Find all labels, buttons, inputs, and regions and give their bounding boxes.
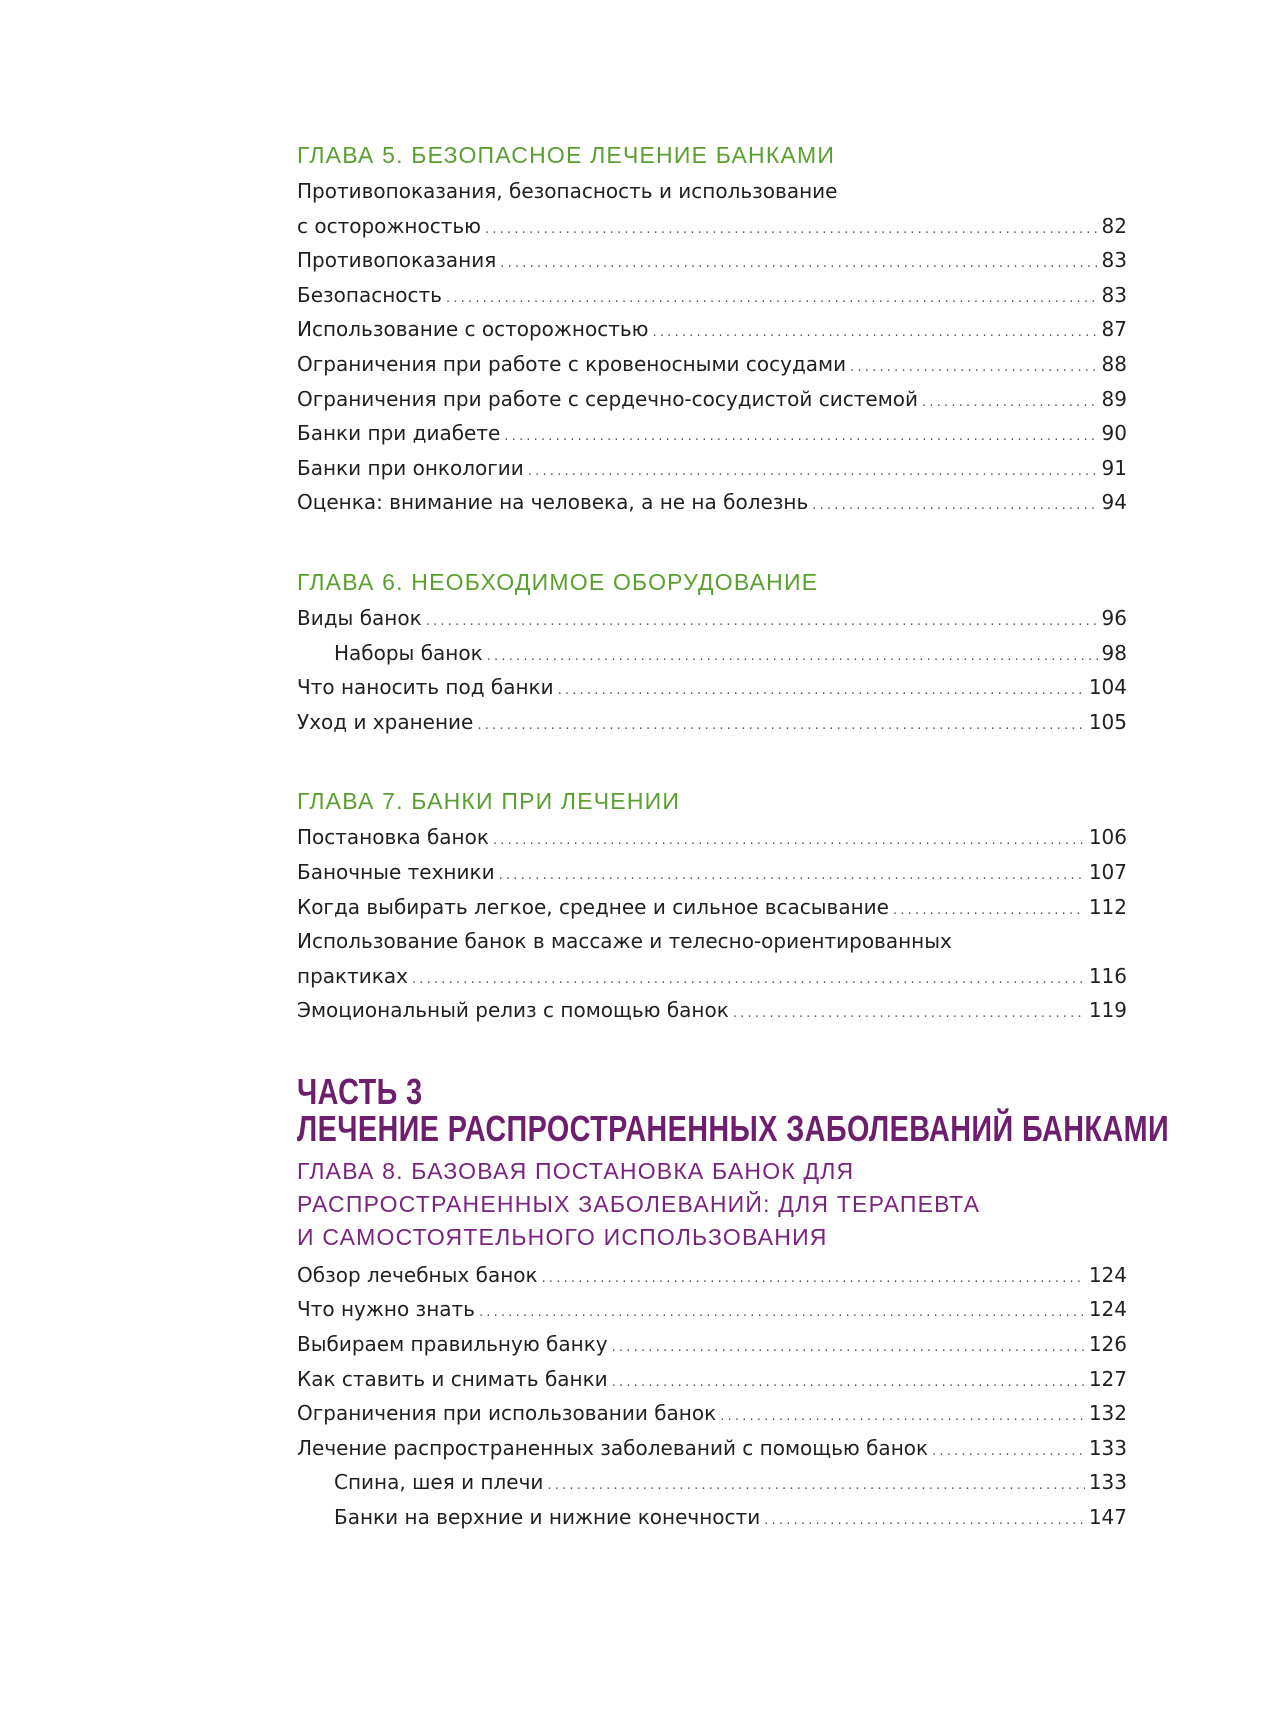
toc-entry[interactable] xyxy=(297,1327,1127,1362)
toc-entry-label: Наборы банок xyxy=(334,640,483,665)
toc-entry-label: Противопоказания xyxy=(297,248,497,273)
dot-leader xyxy=(850,351,1097,386)
dot-leader xyxy=(528,455,1098,490)
part-3-heading xyxy=(297,1070,1170,1149)
chapter-8-title-line: РАСПРОСТРАНЕННЫХ ЗАБОЛЕВАНИЙ: ДЛЯ ТЕРАПЕВТА xyxy=(297,1190,981,1217)
toc-entry-page: 126 xyxy=(1088,1332,1127,1357)
dot-leader xyxy=(485,213,1098,248)
toc-entry-label: Баночные техники xyxy=(297,859,495,884)
toc-entry-page: 106 xyxy=(1088,825,1127,850)
toc-entry-label: Виды банок xyxy=(297,605,422,630)
dot-leader xyxy=(542,1262,1085,1297)
toc-entry-label: Когда выбирать легкое, среднее и сильное всасывание xyxy=(297,894,889,919)
part-title: ЛЕЧЕНИЕ РАСПРОСТРАНЕННЫХ ЗАБОЛЕВАНИЙ БАНКАМИ xyxy=(297,1107,1170,1149)
toc-entry-label: Эмоциональный релиз с помощью банок xyxy=(297,998,729,1023)
dot-leader xyxy=(500,247,1097,282)
chapter-6-title: ГЛАВА 6. НЕОБХОДИМОЕ ОБОРУДОВАНИЕ xyxy=(297,568,819,595)
dot-leader xyxy=(479,1296,1085,1331)
toc-entry-page: 90 xyxy=(1101,421,1127,446)
toc-entry[interactable] xyxy=(297,959,1127,994)
toc-entry[interactable] xyxy=(297,890,1127,925)
toc-entry[interactable] xyxy=(297,347,1127,382)
dot-leader xyxy=(653,316,1098,351)
toc-entry-label: Как ставить и снимать банки xyxy=(297,1366,608,1391)
toc-entry-label: практиках xyxy=(297,963,408,988)
toc-entry-label: Обзор лечебных банок xyxy=(297,1262,538,1287)
toc-entry-label: Банки на верхние и нижние конечности xyxy=(334,1505,761,1530)
toc-entry[interactable] xyxy=(297,451,1127,486)
toc-entry-page: 104 xyxy=(1088,675,1127,700)
chapter-8 xyxy=(297,1155,1127,1535)
toc-entry[interactable] xyxy=(297,1292,1127,1327)
toc-entry-label: с осторожностью xyxy=(297,213,482,238)
toc-entry-label: Безопасность xyxy=(297,282,442,307)
toc-entry-label: Постановка банок xyxy=(297,825,489,850)
toc-entry[interactable] xyxy=(297,312,1127,347)
dot-leader xyxy=(932,1435,1085,1470)
toc-entry[interactable] xyxy=(297,855,1127,890)
toc-entry-page: 83 xyxy=(1101,282,1127,307)
toc-entry-label: Противопоказания, безопасность и использование xyxy=(297,179,838,203)
toc-entry-label: Ограничения при работе с кровеносными сосудами xyxy=(297,351,847,376)
toc-entry-page: 89 xyxy=(1101,386,1127,411)
chapter-5 xyxy=(297,138,1127,520)
toc-entry[interactable] xyxy=(297,416,1127,451)
toc-entry-label: Что наносить под банки xyxy=(297,675,554,700)
toc-entry[interactable] xyxy=(297,278,1127,313)
dot-leader xyxy=(558,674,1085,709)
chapter-5-title: ГЛАВА 5. БЕЗОПАСНОЕ ЛЕЧЕНИЕ БАНКАМИ xyxy=(297,142,836,168)
toc-entry-page: 116 xyxy=(1088,963,1127,988)
dot-leader xyxy=(477,709,1084,744)
toc-entry-page: 133 xyxy=(1088,1470,1127,1495)
toc-entry-page: 127 xyxy=(1088,1366,1127,1391)
dot-leader xyxy=(720,1400,1085,1435)
toc-entry-label: Спина, шея и плечи xyxy=(334,1470,544,1495)
toc-entry-page: 124 xyxy=(1088,1297,1127,1322)
toc-entry-page: 105 xyxy=(1088,709,1127,734)
dot-leader xyxy=(499,859,1085,894)
toc-entry-label: Уход и хранение xyxy=(297,709,474,734)
toc-entry-label: Оценка: внимание на человека, а не на болезнь xyxy=(297,490,809,515)
chapter-7 xyxy=(297,784,1127,1028)
toc-entry[interactable] xyxy=(297,382,1127,417)
dot-leader xyxy=(446,282,1098,317)
toc-entry[interactable] xyxy=(297,636,1127,671)
toc-entry-label: Банки при диабете xyxy=(297,421,501,446)
toc-entry-label: Лечение распространенных заболеваний с помощью банок xyxy=(297,1435,929,1460)
toc-entry[interactable] xyxy=(297,485,1127,520)
toc-entry-label: Выбираем правильную банку xyxy=(297,1332,608,1357)
dot-leader xyxy=(893,894,1085,929)
toc-entry[interactable] xyxy=(297,1258,1127,1293)
toc-entry[interactable] xyxy=(297,1396,1127,1431)
toc-entry-page: 82 xyxy=(1101,213,1127,238)
chapter-7-title: ГЛАВА 7. БАНКИ ПРИ ЛЕЧЕНИИ xyxy=(297,788,681,815)
toc-entry-page: 87 xyxy=(1101,317,1127,342)
toc-entry-label: Использование банок в массаже и телесно-ориентированных xyxy=(297,929,952,954)
toc-entry-page: 88 xyxy=(1101,351,1127,376)
toc-entry[interactable] xyxy=(297,820,1127,855)
toc-entry-page: 94 xyxy=(1101,490,1127,515)
toc-entry[interactable] xyxy=(297,670,1127,705)
part-number: ЧАСТЬ 3 xyxy=(297,1070,423,1112)
toc-entry[interactable] xyxy=(297,924,1127,959)
toc-entry-page: 119 xyxy=(1088,998,1127,1023)
toc-entry-page: 124 xyxy=(1088,1262,1127,1287)
toc-entry[interactable] xyxy=(297,705,1127,740)
chapter-8-title xyxy=(297,1155,1127,1254)
dot-leader xyxy=(612,1366,1085,1401)
toc-entry-page: 96 xyxy=(1101,605,1127,630)
dot-leader xyxy=(412,963,1085,998)
toc-entry-page: 98 xyxy=(1101,640,1127,665)
dot-leader xyxy=(547,1469,1084,1504)
toc-entry-page: 83 xyxy=(1101,248,1127,273)
toc-entry[interactable] xyxy=(297,243,1127,278)
toc-entry-page: 147 xyxy=(1088,1505,1127,1530)
toc-entry-label: Использование с осторожностью xyxy=(297,317,649,342)
toc-entry-page: 112 xyxy=(1088,894,1127,919)
dot-leader xyxy=(493,824,1085,859)
dot-leader xyxy=(812,489,1097,524)
dot-leader xyxy=(426,605,1098,640)
toc-entry[interactable] xyxy=(297,1362,1127,1397)
toc-entry[interactable] xyxy=(297,1465,1127,1500)
dot-leader xyxy=(922,386,1098,421)
toc-entry[interactable] xyxy=(297,1431,1127,1466)
toc-entry[interactable] xyxy=(297,601,1127,636)
toc-entry[interactable] xyxy=(297,993,1127,1028)
toc-entry-label: Ограничения при работе с сердечно-сосудистой системой xyxy=(297,386,919,411)
toc-entry-page: 91 xyxy=(1101,455,1127,480)
dot-leader xyxy=(764,1504,1085,1539)
chapter-6 xyxy=(297,565,1127,739)
chapter-8-title-line: И САМОСТОЯТЕЛЬНОГО ИСПОЛЬЗОВАНИЯ xyxy=(297,1223,828,1250)
toc-entry[interactable] xyxy=(297,174,1127,209)
toc-entry-page: 133 xyxy=(1088,1435,1127,1460)
toc-entry-label: Что нужно знать xyxy=(297,1297,475,1322)
toc-entry-label: Банки при онкологии xyxy=(297,455,524,480)
toc-entry-page: 107 xyxy=(1088,859,1127,884)
toc-entry-label: Ограничения при использовании банок xyxy=(297,1401,717,1426)
dot-leader xyxy=(733,997,1085,1032)
toc-entry-page: 132 xyxy=(1088,1401,1127,1426)
dot-leader xyxy=(504,420,1097,455)
chapter-8-title-line: ГЛАВА 8. БАЗОВАЯ ПОСТАНОВКА БАНОК ДЛЯ xyxy=(297,1157,855,1184)
toc-entry[interactable] xyxy=(297,1500,1127,1535)
toc-entry[interactable] xyxy=(297,209,1127,244)
dot-leader xyxy=(487,640,1098,675)
dot-leader xyxy=(612,1331,1085,1366)
table-of-contents xyxy=(297,138,1170,1580)
